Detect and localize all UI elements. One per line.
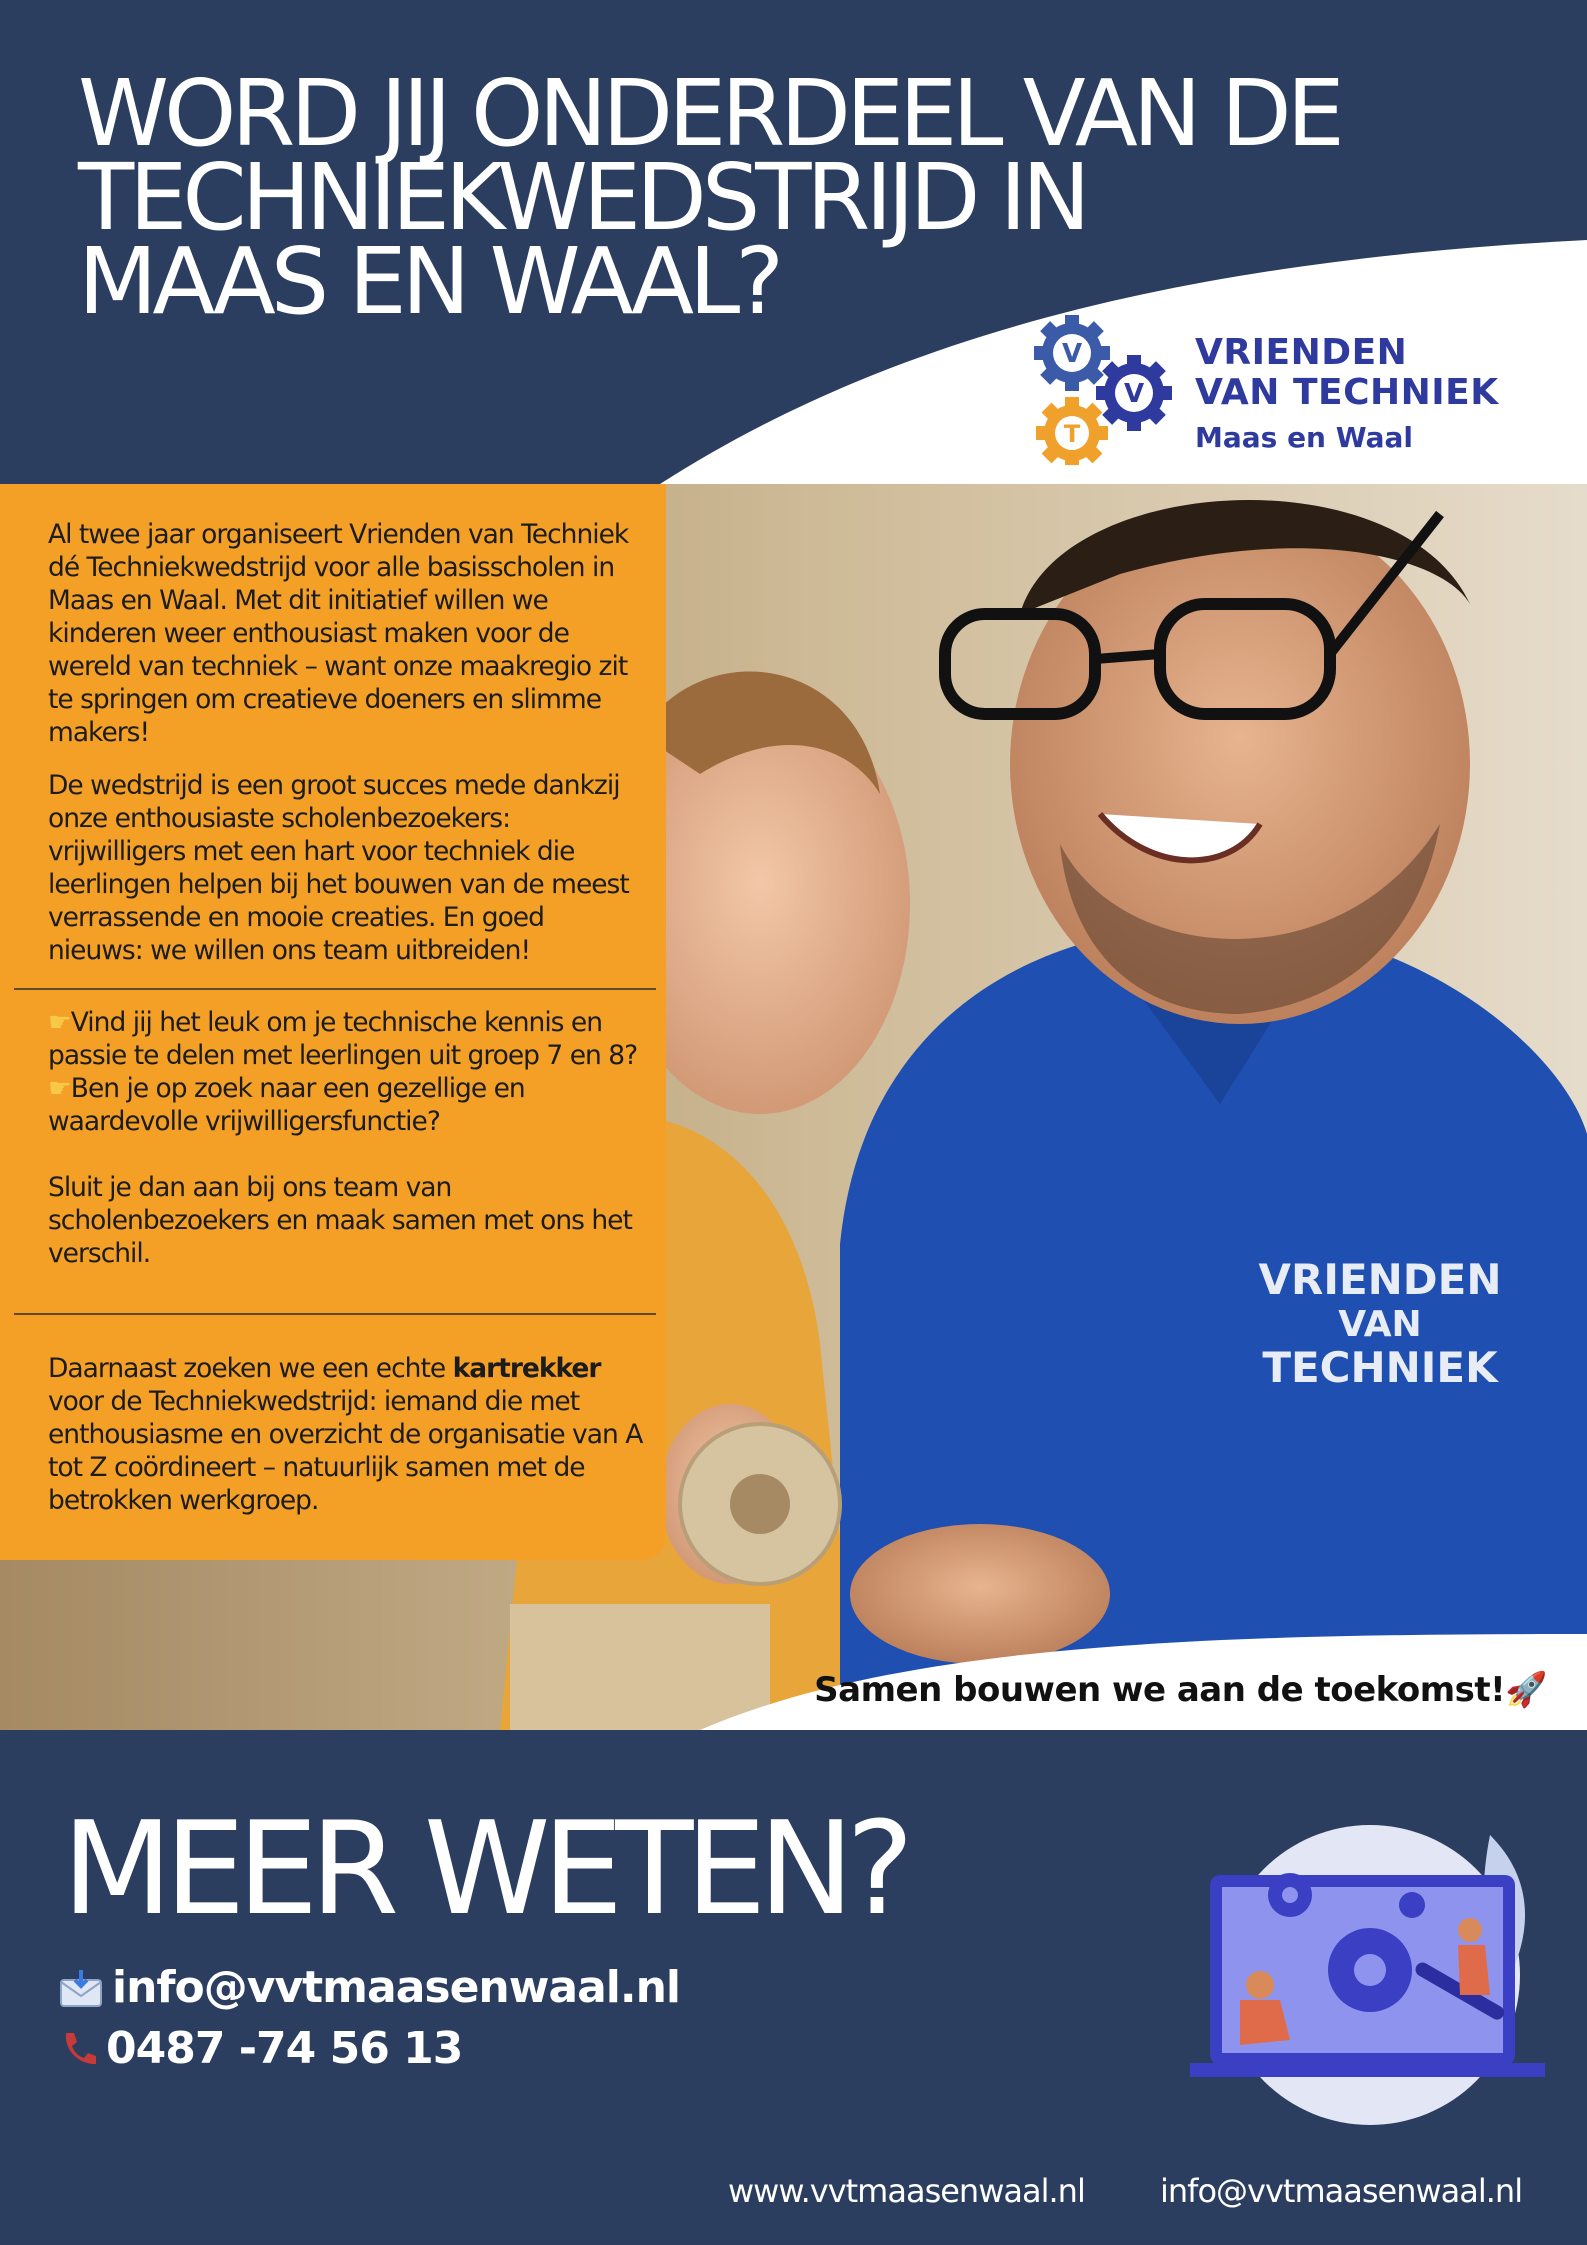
- gear-letter-1: V: [1061, 339, 1083, 369]
- envelope-icon: [58, 1968, 104, 2008]
- footer-email-link[interactable]: info@vvtmaasenwaal.nl: [1160, 2172, 1523, 2210]
- headline-line-1: WORD JIJ ONDERDEEL VAN DE: [78, 60, 1340, 167]
- gear-logo-icon: [1030, 315, 1200, 465]
- headline-line-3: MAAS EN WAAL?: [78, 228, 780, 335]
- intro-paragraph: Al twee jaar organiseert Vrienden van Techniek dé Techniekwedstrijd voor alle basisscholen in Maas en Waal. Met dit initiatief willen we kinderen weer enthousiast maken voor de wereld van techniek – want onze maakregio zit te springen om creatieve doeners en slimme makers!: [48, 519, 629, 748]
- logo-line-van-techniek: VAN TECHNIEK: [1195, 372, 1499, 413]
- footer-heading: MEER WETEN?: [62, 1795, 906, 1944]
- logo-line-vrienden: VRIENDEN: [1195, 332, 1408, 373]
- shirt-text-line-2: VAN: [1338, 1304, 1422, 1345]
- logo-text: [1195, 333, 1499, 461]
- page-title: [78, 60, 1378, 335]
- shirt-text-line-3: TECHNIEK: [1262, 1343, 1498, 1392]
- phone-icon: [58, 2029, 98, 2069]
- volunteers-paragraph: De wedstrijd is een groot succes mede dankzij onze enthousiaste scholenbezoekers: vrijwilligers met een hart voor techniek die leerlingen helpen bij het bouwen van de meest verrassende en mooie creaties. En goed nieuws: we willen ons team uitbreiden!: [48, 770, 629, 966]
- gear-letter-2: V: [1123, 379, 1145, 409]
- call-to-action: Sluit je dan aan bij ons team van scholenbezoekers en maak samen met ons het verschil.: [48, 1172, 632, 1269]
- website-link[interactable]: www.vvtmaasenwaal.nl: [728, 2172, 1085, 2210]
- headline-line-2: TECHNIEKWEDSTRIJD IN: [78, 144, 1086, 251]
- contact-email[interactable]: info@vvtmaasenwaal.nl: [58, 1962, 680, 2013]
- question-1: ☛Vind jij het leuk om je technische kennis en passie te delen met leerlingen uit groep 7 en 8?: [48, 1007, 638, 1071]
- photo-caption: Samen bouwen we aan de toekomst!🚀: [814, 1670, 1547, 1710]
- panel-divider-2: [14, 1313, 656, 1315]
- contact-phone[interactable]: 0487 -74 56 13: [58, 2023, 462, 2074]
- logo-line-maas-en-waal: Maas en Waal: [1195, 421, 1414, 454]
- question-2: ☛Ben je op zoek naar een gezellige en waardevolle vrijwilligersfunctie?: [48, 1073, 525, 1137]
- shirt-text-line-1: VRIENDEN: [1258, 1255, 1502, 1304]
- kartrekker-paragraph: Daarnaast zoeken we een echte kartrekker voor de Techniekwedstrijd: iemand die met enthousiasme en overzicht de organisatie van A tot Z coördineert – natuurlijk samen met de betrokken werkgroep.: [48, 1353, 643, 1516]
- panel-divider-1: [14, 988, 656, 990]
- vvt-logo: [1030, 315, 1550, 465]
- pointing-hand-icon: ☛: [48, 1007, 71, 1038]
- gear-letter-3: T: [1063, 420, 1081, 448]
- laptop-illustration: [1180, 1795, 1550, 2135]
- kartrekker-bold: kartrekker: [452, 1353, 601, 1384]
- pointing-hand-icon: ☛: [48, 1073, 71, 1104]
- questions-block: [48, 1006, 648, 1270]
